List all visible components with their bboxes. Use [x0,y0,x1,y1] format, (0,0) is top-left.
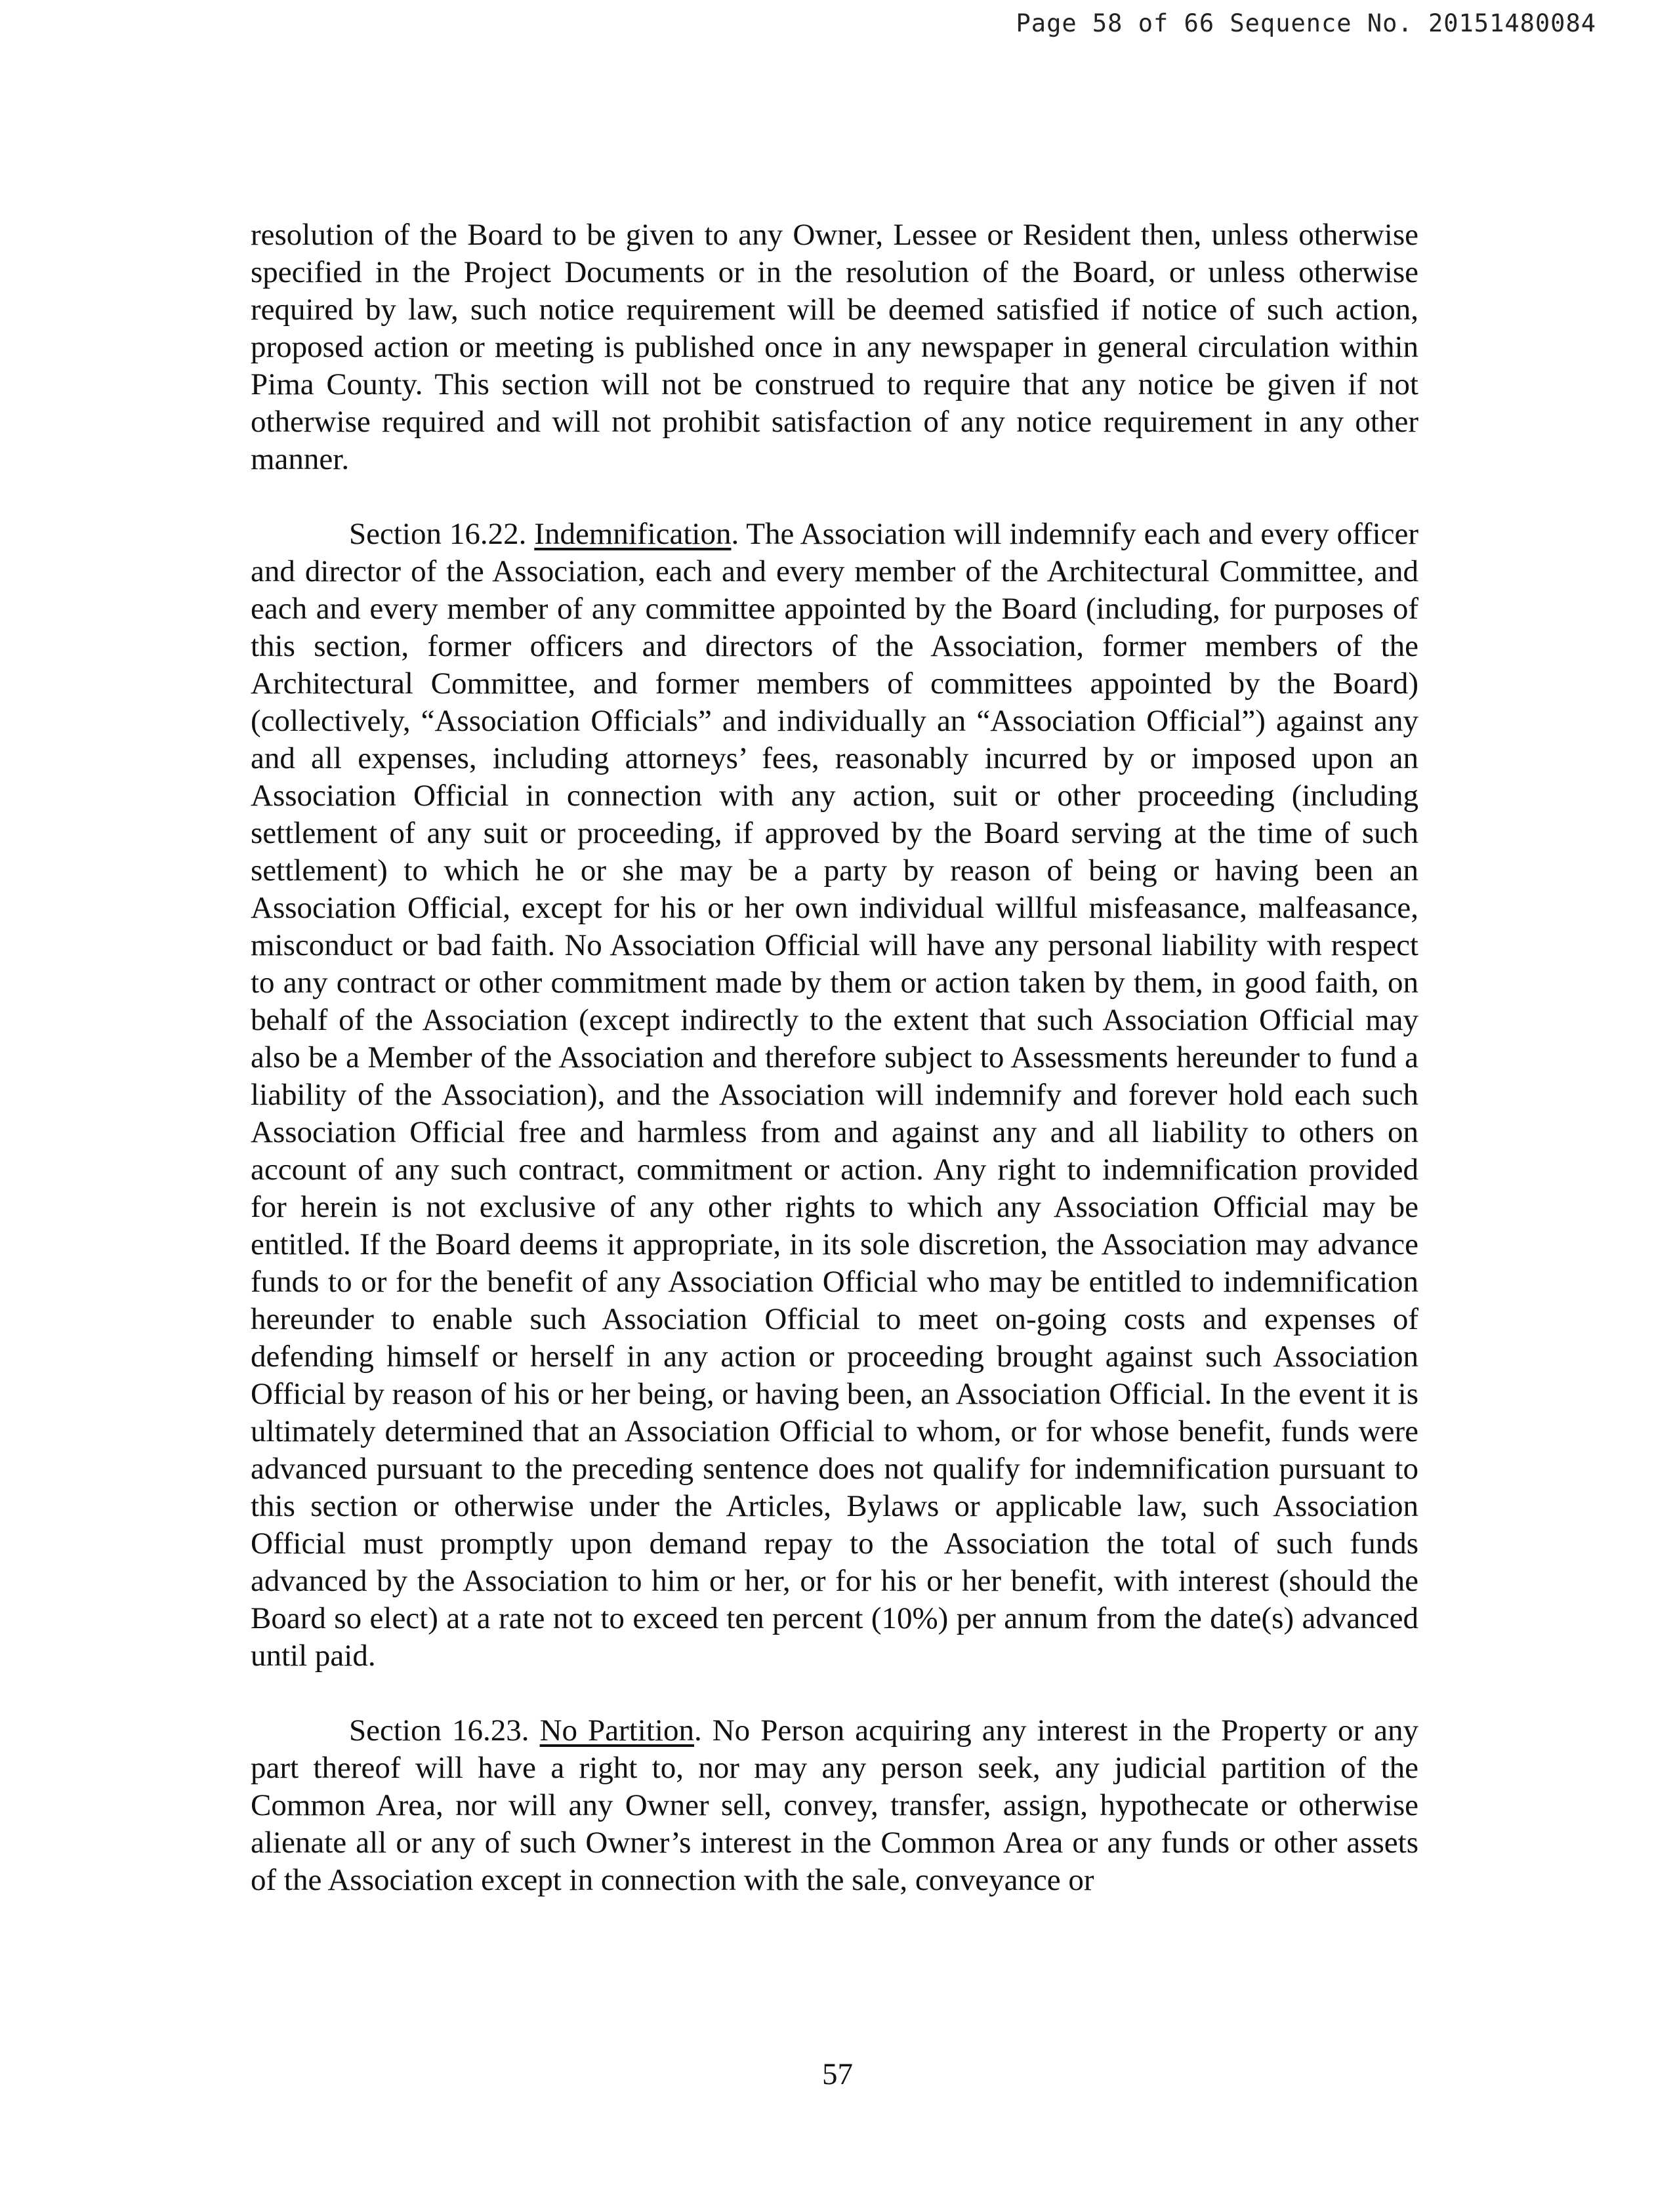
section-16-22-heading: Indemnification [534,517,732,551]
section-16-23-paragraph [251,1712,1418,1899]
section-16-22-label: Section 16.22. [349,517,527,551]
section-16-22-text: . The Association will indemnify each and every officer and director of the Association, each and every member of the Architectural Committee, and each and every member of any committee appointed by the Board (including, for purposes of this section, former officers and directors of the Association, former members of the Architectural Committee, and former members of committees appointed by the Board) (collectively, “Association Officials” and individually an “Association Official”) against any and all expenses, including attorneys’ fees, reasonably incurred by or imposed upon an Association Official in connection with any action, suit or other proceeding (including settlement of any suit or proceeding, if approved by the Board serving at the time of such settlement) to which he or she may be a party by reason of being or having been an Association Official, except for his or her own individual willful misfeasance, malfeasance, misconduct or bad faith. No Association Official will have any personal liability with respect to any contract or other commitment made by them or action taken by them, in good faith, on behalf of the Association (except indirectly to the extent that such Association Official may also be a Member of the Association and therefore subject to Assessments hereunder to fund a liability of the Association), and the Association will indemnify and forever hold each such Association Official free and harmless from and against any and all liability to others on account of any such contract, commitment or action. Any right to indemnification provided for herein is not exclusive of any other rights to which any Association Official may be entitled. If the Board deems it appropriate, in its sole discretion, the Association may advance funds to or for the benefit of any Association Official who may be entitled to indemnification hereunder to enable such Association Official to meet on-going costs and expenses of defending himself or herself in any action or proceeding brought against such Association Official by reason of his or her being, or having been, an Association Official. In the event it is ultimately determined that an Association Official to whom, or for whose benefit, funds were advanced pursuant to the preceding sentence does not qualify for indemnification pursuant to this section or otherwise under the Articles, Bylaws or applicable law, such Association Official must promptly upon demand repay to the Association the total of such funds advanced by the Association to him or her, or for his or her benefit, with interest (should the Board so elect) at a rate not to exceed ten percent (10%) per annum from the date(s) advanced until paid. [251,517,1418,1673]
page-number: 57 [822,2057,853,2091]
section-16-23-label: Section 16.23. [349,1713,529,1748]
document-body [251,216,1418,1899]
section-16-23-heading: No Partition [539,1713,694,1748]
page-sequence-stamp: Page 58 of 66 Sequence No. 20151480084 [1016,9,1596,37]
section-16-22-paragraph [251,516,1418,1675]
section-16-23-text: . No Person acquiring any interest in the Property or any part thereof will have a right to, nor may any person seek, any judicial partition of the Common Area, nor will any Owner sell, convey, transfer, assign, hypothecate or otherwise alienate all or any of such Owner’s interest in the Common Area or any funds or other assets of the Association except in connection with the sale, conveyance or [251,1713,1419,1897]
paragraph-notice-continuation: resolution of the Board to be given to any Owner, Lessee or Resident then, unless otherwise specified in the Project Documents or in the resolution of the Board, or unless otherwise required by law, such notice requirement will be deemed satisfied if notice of such action, proposed action or meeting is published once in any newspaper in general circulation within Pima County. This section will not be construed to require that any notice be given if not otherwise required and will not prohibit satisfaction of any notice requirement in any other manner. [251,218,1418,476]
